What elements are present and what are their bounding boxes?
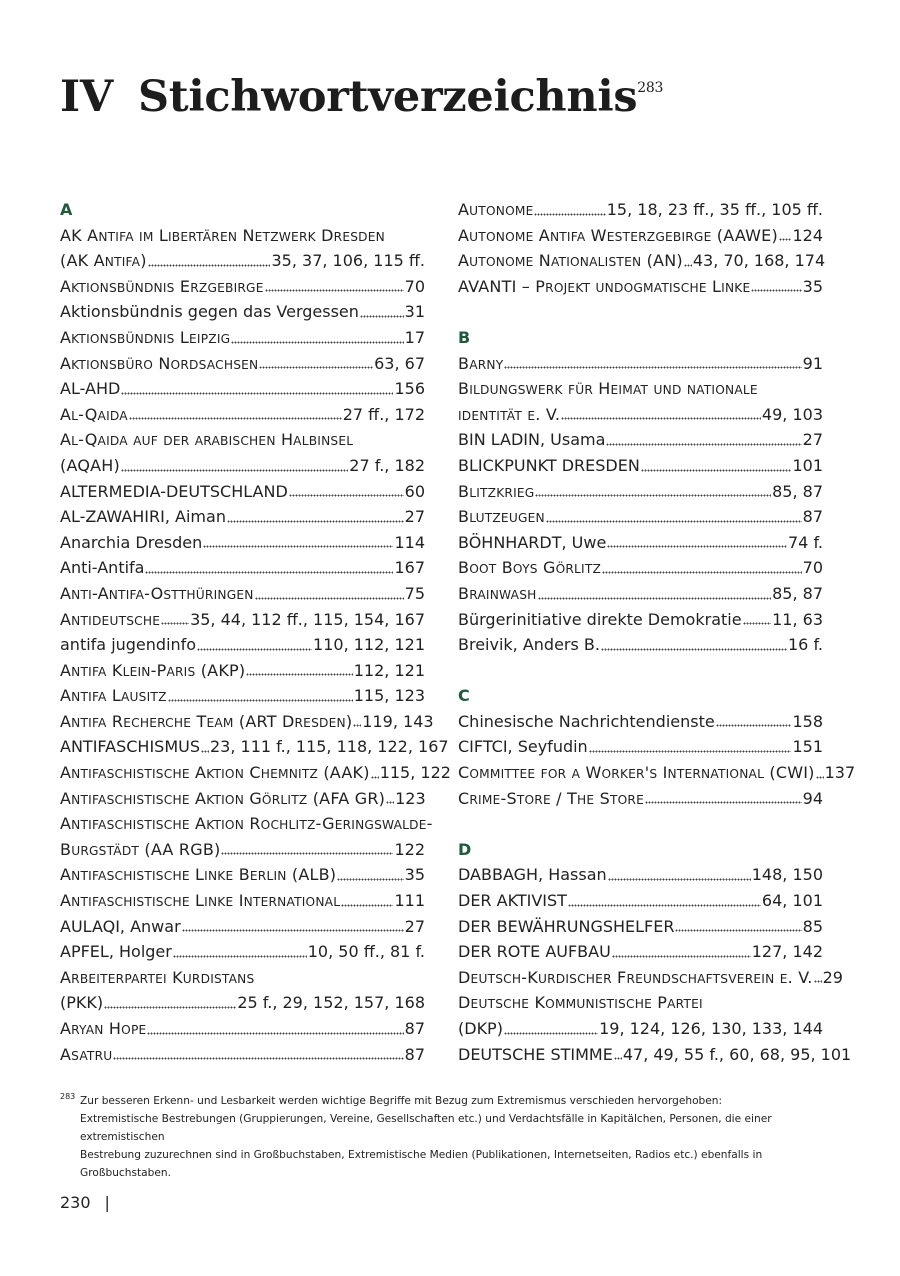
- index-entry: [60, 734, 449, 760]
- index-entry: [458, 965, 843, 991]
- page-references: 63, 67: [374, 353, 425, 373]
- dot-leader: [227, 518, 404, 525]
- index-term: BIN LADIN, Usama: [458, 430, 606, 450]
- index-entry: [458, 402, 823, 428]
- page-references: 94: [802, 788, 823, 808]
- page-number: [60, 1193, 110, 1212]
- index-entry: [60, 479, 425, 505]
- index-entry: [60, 1016, 425, 1042]
- dot-leader: [589, 748, 792, 755]
- index-entry: [458, 479, 823, 505]
- dot-leader: [608, 876, 751, 883]
- dot-leader: [148, 262, 271, 269]
- dot-leader: [606, 441, 801, 448]
- index-entry: [458, 504, 823, 530]
- index-entry: [60, 248, 425, 274]
- page-references: 31: [404, 302, 425, 322]
- page-number-separator: |: [104, 1193, 110, 1212]
- index-entry: [458, 197, 823, 223]
- index-term: DER ROTE AUFBAU: [458, 942, 611, 962]
- dot-leader: [221, 850, 393, 857]
- index-entry: [60, 888, 425, 914]
- index-entry: [60, 658, 425, 684]
- index-term: IDENTITÄT E. V.: [458, 404, 561, 424]
- index-term: (PKK): [60, 993, 104, 1013]
- index-entry: [458, 248, 826, 274]
- page-references: 49, 103: [761, 404, 823, 424]
- index-entry: [60, 990, 425, 1016]
- index-term: BLICKPUNKT DRESDEN: [458, 455, 640, 475]
- index-entry: [458, 351, 823, 377]
- index-column-left: [60, 197, 451, 1067]
- dot-leader: [265, 287, 404, 294]
- index-entry: [60, 760, 451, 786]
- index-term: AVANTI – PROJEKT UNDOGMATISCHE LINKE: [458, 276, 751, 296]
- index-term: BÖHNHARDT, Uwe: [458, 532, 607, 552]
- index-term: DEUTSCHE STIMME: [458, 1044, 613, 1064]
- chapter-title-text: Stichwortverzeichnis: [138, 72, 638, 122]
- dot-leader: [113, 1055, 403, 1062]
- index-term: AUTONOME NATIONALISTEN (AN): [458, 251, 683, 271]
- index-term: CIFTCI, Seyfudin: [458, 737, 588, 757]
- index-term: (AQAH): [60, 455, 120, 475]
- footnote-mark: 283: [60, 1092, 76, 1101]
- index-term: AL-AHD: [60, 379, 121, 399]
- dot-leader: [161, 620, 189, 627]
- page-references: 11, 63: [772, 609, 823, 629]
- page-references: 115, 122: [379, 763, 451, 783]
- index-entry: [458, 223, 823, 249]
- index-entry: [458, 453, 823, 479]
- dot-leader: [779, 236, 792, 243]
- index-entry: [60, 683, 425, 709]
- page-references: 148, 150: [751, 865, 823, 885]
- index-term: AUTONOME: [458, 200, 534, 219]
- page-references: 64, 101: [761, 891, 823, 911]
- index-term: ANTIFASCHISMUS: [60, 737, 200, 757]
- index-term: DABBAGH, Hassan: [458, 865, 607, 885]
- page-references: 35, 44, 112 ff., 115, 154, 167: [190, 609, 425, 629]
- page-references: 35: [802, 276, 823, 296]
- index-entry: [60, 504, 425, 530]
- page-references: 151: [792, 737, 823, 757]
- dot-leader: [121, 467, 348, 474]
- dot-leader: [145, 569, 393, 576]
- index-term: DER BEWÄHRUNGSHELFER: [458, 916, 675, 936]
- page-references: 25 f., 29, 152, 157, 168: [237, 993, 425, 1013]
- page-number-value: 230: [60, 1193, 91, 1212]
- dot-leader: [568, 902, 761, 909]
- dot-leader: [504, 364, 801, 371]
- dot-leader: [534, 211, 605, 218]
- index-term: Anti-Antifa: [60, 558, 145, 578]
- index-entry: [60, 555, 425, 581]
- page-references: 87: [802, 507, 823, 527]
- dot-leader: [743, 620, 772, 627]
- index-entry: [60, 530, 425, 556]
- index-term: ANTIFASCHISTISCHE AKTION GÖRLITZ (AFA GR): [60, 788, 386, 808]
- footnote-line: Extremistische Bestrebungen (Gruppierungen, Vereine, Gesellschaften etc.) und Verdachtsfälle in Kapitälchen, Personen, die einer extremistischen: [80, 1113, 772, 1143]
- index-term: ARBEITERPARTEI KURDISTANS: [60, 967, 255, 987]
- page-references: 112, 121: [353, 660, 425, 680]
- page-references: 60: [404, 481, 425, 501]
- index-entry: [60, 709, 434, 735]
- page-references: 74 f.: [788, 532, 823, 552]
- index-entry: [60, 274, 425, 300]
- index-entry: [60, 862, 425, 888]
- index-entry: [458, 888, 823, 914]
- index-term: ANTIDEUTSCHE: [60, 609, 161, 629]
- dot-leader: [341, 902, 393, 909]
- page-references: 87: [404, 1044, 425, 1064]
- page-references: 123: [395, 788, 426, 808]
- dot-leader: [259, 364, 373, 371]
- index-term: ANTIFA LAUSITZ: [60, 686, 167, 706]
- footnote-reference: 283: [637, 79, 664, 96]
- dot-leader: [147, 1030, 403, 1037]
- index-entry: [458, 1042, 852, 1068]
- dot-leader: [360, 313, 404, 320]
- index-term: BOOT BOYS GÖRLITZ: [458, 558, 602, 578]
- index-entry: [458, 376, 823, 402]
- dot-leader: [561, 415, 761, 422]
- index-entry: [60, 965, 425, 991]
- page-references: 75: [404, 583, 425, 603]
- index-term: ANTIFASCHISTISCHE AKTION CHEMNITZ (AAK): [60, 763, 370, 783]
- dot-leader: [121, 390, 393, 397]
- page-references: 110, 112, 121: [313, 635, 425, 655]
- index-entry: [60, 914, 425, 940]
- page-references: 43, 70, 168, 174: [692, 251, 826, 271]
- index-term: Breivik, Anders B.: [458, 635, 600, 655]
- dot-leader: [371, 774, 379, 781]
- index-term: BRAINWASH: [458, 583, 537, 603]
- index-term: AL-QAIDA AUF DER ARABISCHEN HALBINSEL: [60, 430, 354, 450]
- dot-leader: [816, 774, 824, 781]
- index-term: BARNY: [458, 353, 504, 373]
- section-spacer: [458, 299, 823, 325]
- index-term: COMMITTEE FOR A WORKER'S INTERNATIONAL (CWI): [458, 763, 815, 783]
- index-term: AK ANTIFA IM LIBERTÄREN NETZWERK DRESDEN: [60, 225, 385, 245]
- index-entry: [60, 299, 425, 325]
- dot-leader: [203, 543, 393, 550]
- dot-leader: [104, 1004, 236, 1011]
- dot-leader: [168, 697, 353, 704]
- index-entry: [458, 914, 823, 940]
- page-references: 156: [394, 379, 425, 399]
- index-entry: [60, 607, 425, 633]
- index-term: (DKP): [458, 1019, 503, 1038]
- index-entry: [60, 939, 425, 965]
- dot-leader: [353, 722, 361, 729]
- dot-leader: [675, 927, 801, 934]
- index-term: BURGSTÄDT (AA RGB): [60, 839, 221, 859]
- index-term: AKTIONSBÜNDNIS ERZGEBIRGE: [60, 276, 264, 296]
- index-letter-heading: A: [60, 200, 73, 219]
- index-term: DEUTSCH-KURDISCHER FREUNDSCHAFTSVEREIN E. V.: [458, 967, 813, 987]
- index-entry: [60, 632, 425, 658]
- index-term: ARYAN HOPE: [60, 1019, 147, 1038]
- page-references: 124: [792, 225, 823, 245]
- index-column-right: [458, 197, 856, 1067]
- index-term: AL-ZAWAHIRI, Aiman: [60, 507, 226, 527]
- page-references: 101: [792, 455, 823, 475]
- index-term: ANTIFASCHISTISCHE AKTION ROCHLITZ-GERINGSWALDE-: [60, 814, 433, 834]
- index-term: ANTIFA RECHERCHE TEAM (ART DRESDEN): [60, 711, 353, 731]
- footnote-line: Bestrebung zuzurechnen sind in Großbuchstaben, Extremistische Medien (Publikationen, Internetseiten, Radios etc.) ebenfalls in Großbuchstaben.: [80, 1149, 763, 1179]
- index-entry: [458, 1016, 823, 1042]
- page-references: 47, 49, 55 f., 60, 68, 95, 101: [622, 1044, 852, 1064]
- page-references: 70: [404, 276, 425, 296]
- page-references: 19, 124, 126, 130, 133, 144: [599, 1019, 823, 1038]
- page-references: 10, 50 ff., 81 f.: [307, 942, 425, 962]
- index-entry: [458, 632, 823, 658]
- index-entry: [458, 862, 823, 888]
- index-term: BLUTZEUGEN: [458, 507, 545, 527]
- index-entry: [60, 376, 425, 402]
- footnote: [60, 1092, 840, 1182]
- index-entry: [60, 223, 425, 249]
- page-references: 27 ff., 172: [342, 404, 425, 424]
- index-term: DER AKTIVIST: [458, 891, 567, 911]
- index-entry: [60, 581, 425, 607]
- index-term: APFEL, Holger: [60, 942, 172, 962]
- page-references: 114: [394, 532, 425, 552]
- index-term: ANTI-ANTIFA-OSTTHÜRINGEN: [60, 583, 254, 603]
- dot-leader: [289, 492, 404, 499]
- section-spacer: [458, 658, 823, 684]
- index-term: Aktionsbündnis gegen das Vergessen: [60, 302, 359, 322]
- page-references: 16 f.: [788, 635, 823, 655]
- index-entry: [458, 581, 823, 607]
- page-references: 15, 18, 23 ff., 35 ff., 105 ff.: [606, 200, 823, 219]
- dot-leader: [386, 799, 394, 806]
- dot-leader: [607, 543, 787, 550]
- dot-leader: [535, 492, 771, 499]
- page-references: 87: [404, 1019, 425, 1038]
- index-entry: [458, 709, 823, 735]
- page-references: 122: [394, 839, 425, 859]
- page-references: 115, 123: [353, 686, 425, 706]
- index-entry: [458, 939, 823, 965]
- index-term: BILDUNGSWERK FÜR HEIMAT UND NATIONALE: [458, 379, 758, 399]
- dot-leader: [538, 595, 772, 602]
- page-references: 23, 111 f., 115, 118, 122, 167: [210, 737, 449, 757]
- footnote-line: Zur besseren Erkenn- und Lesbarkeit werden wichtige Begriffe mit Bezug zum Extremismus verschieden hervorgehoben:: [80, 1095, 723, 1107]
- page-references: 137: [824, 763, 856, 783]
- index-term: AKTIONSBÜRO NORDSACHSEN: [60, 353, 259, 373]
- index-letter-heading: B: [458, 327, 471, 347]
- index-term: AL-QAIDA: [60, 404, 128, 424]
- index-term: ASATRU: [60, 1044, 113, 1064]
- index-term: ANTIFA KLEIN-PARIS (AKP): [60, 660, 246, 680]
- page-references: 158: [792, 711, 823, 731]
- index-entry: [60, 427, 425, 453]
- dot-leader: [645, 799, 802, 806]
- dot-leader: [601, 646, 787, 653]
- page-references: 27: [802, 430, 823, 450]
- index-entry: [458, 607, 823, 633]
- page-references: 27: [404, 916, 425, 936]
- dot-leader: [231, 339, 403, 346]
- index-entry: [458, 734, 823, 760]
- index-entry: [458, 760, 856, 786]
- index-entry: [458, 990, 823, 1016]
- page-references: 85, 87: [772, 583, 823, 603]
- dot-leader: [173, 953, 307, 960]
- dot-leader: [716, 722, 792, 729]
- chapter-number: IV: [60, 72, 113, 122]
- page-references: 17: [404, 327, 425, 347]
- index-entry: [60, 453, 425, 479]
- dot-leader: [197, 646, 312, 653]
- dot-leader: [337, 876, 403, 883]
- index-term: antifa jugendinfo: [60, 635, 197, 655]
- index-term: Chinesische Nachrichtendienste: [458, 711, 715, 731]
- index-term: DEUTSCHE KOMMUNISTISCHE PARTEI: [458, 993, 703, 1013]
- page-references: 70: [802, 558, 823, 578]
- page-references: 27: [404, 507, 425, 527]
- index-term: ALTERMEDIA-DEUTSCHLAND: [60, 481, 288, 501]
- index-term: AKTIONSBÜNDNIS LEIPZIG: [60, 327, 231, 347]
- dot-leader: [814, 978, 822, 985]
- index-term: Anarchia Dresden: [60, 532, 203, 552]
- page-references: 35, 37, 106, 115 ff.: [271, 251, 425, 271]
- dot-leader: [182, 927, 404, 934]
- dot-leader: [129, 415, 342, 422]
- index-term: (AK ANTIFA): [60, 251, 147, 271]
- dot-leader: [684, 262, 692, 269]
- index-entry: [458, 555, 823, 581]
- index-entry: [60, 1042, 425, 1068]
- index-letter-heading: D: [458, 839, 472, 859]
- page-references: 27 f., 182: [349, 455, 425, 475]
- index-entry: [60, 811, 433, 837]
- page-references: 85, 87: [772, 481, 823, 501]
- index-term: AUTONOME ANTIFA WESTERZGEBIRGE (AAWE): [458, 225, 778, 245]
- index-letter-heading: C: [458, 686, 470, 706]
- dot-leader: [612, 953, 751, 960]
- index-entry: [60, 786, 425, 812]
- index-term: ANTIFASCHISTISCHE LINKE INTERNATIONAL: [60, 891, 341, 911]
- page-references: 91: [802, 353, 823, 373]
- index-entry: [458, 530, 823, 556]
- index-term: ANTIFASCHISTISCHE LINKE BERLIN (ALB): [60, 865, 337, 885]
- page-references: 85: [802, 916, 823, 936]
- dot-leader: [255, 595, 404, 602]
- page-references: 167: [394, 558, 425, 578]
- page-references: 127, 142: [751, 942, 823, 962]
- index-entry: [60, 402, 425, 428]
- index-term: BLITZKRIEG: [458, 481, 535, 501]
- index-term: AULAQI, Anwar: [60, 916, 181, 936]
- chapter-title: [60, 72, 663, 122]
- dot-leader: [201, 748, 209, 755]
- index-entry: [458, 786, 823, 812]
- index-entry: [60, 837, 425, 863]
- section-spacer: [458, 811, 823, 837]
- page-references: 35: [404, 865, 425, 885]
- page-references: 29: [822, 967, 843, 987]
- dot-leader: [751, 287, 801, 294]
- index-entry: [60, 351, 425, 377]
- index-entry: [458, 274, 823, 300]
- dot-leader: [246, 671, 352, 678]
- page-references: 111: [394, 891, 425, 911]
- index-term: CRIME-STORE / THE STORE: [458, 788, 644, 808]
- dot-leader: [546, 518, 802, 525]
- index-entry: [458, 427, 823, 453]
- index-entry: [60, 325, 425, 351]
- dot-leader: [602, 569, 802, 576]
- page-references: 119, 143: [362, 711, 434, 731]
- dot-leader: [614, 1055, 622, 1062]
- dot-leader: [641, 467, 792, 474]
- index-term: Bürgerinitiative direkte Demokratie: [458, 609, 742, 629]
- dot-leader: [504, 1030, 598, 1037]
